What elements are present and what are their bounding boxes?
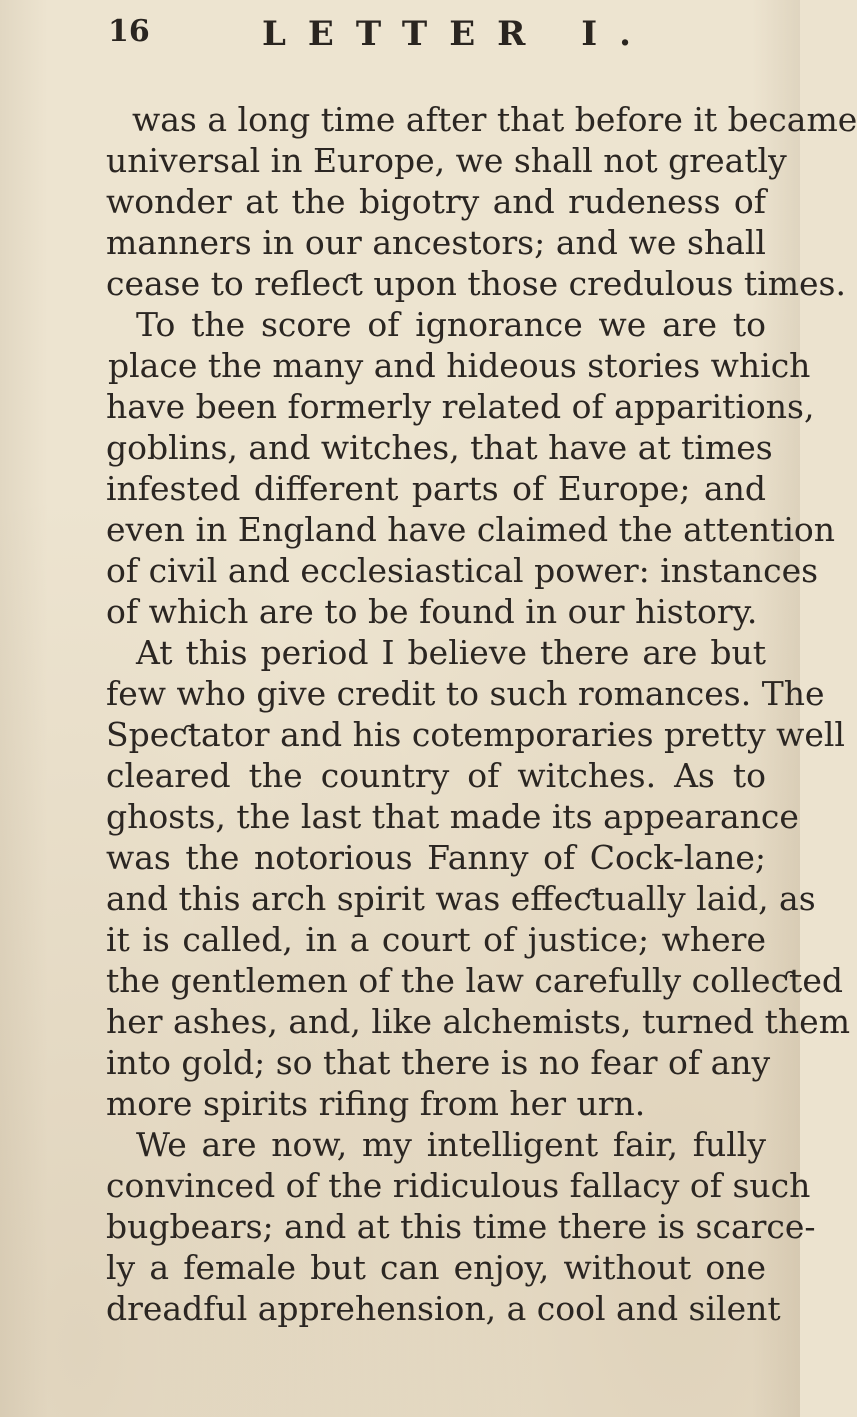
- text-line: Speƈtator and his cotemporaries pretty well: [106, 715, 845, 754]
- text-line: more spirits rifing from her urn.: [106, 1084, 646, 1123]
- text-line: her ashes, and, like alchemists, turned them: [106, 1002, 850, 1041]
- text-line: of civil and ecclesiastical power: instances: [106, 551, 819, 590]
- text-line: convinced of the ridiculous fallacy of such: [106, 1166, 811, 1205]
- text-line: and this arch spirit was effeƈtually laid, as: [106, 879, 816, 918]
- text-line: into gold; so that there is no fear of any: [106, 1043, 771, 1082]
- running-title: LETTER I.: [262, 14, 653, 54]
- text-line: bugbears; and at this time there is scarce-: [106, 1207, 816, 1246]
- text-line: even in England have claimed the attention: [106, 510, 836, 549]
- text-line: At this period I believe there are but: [136, 633, 766, 672]
- text-line: manners in our ancestors; and we shall: [106, 223, 766, 262]
- text-line: goblins, and witches, that have at times: [106, 428, 773, 467]
- text-line: To the score of ignorance we are to: [136, 305, 766, 344]
- text-line: it is called, in a court of justice; where: [106, 920, 766, 959]
- text-line: wonder at the bigotry and rudeness of: [106, 182, 766, 221]
- text-line: We are now, my intelligent fair, fully: [136, 1125, 766, 1164]
- text-line: place the many and hideous stories which: [108, 346, 811, 385]
- running-head: [0, 10, 800, 70]
- text-line: was the notorious Fanny of Cock-lane;: [106, 838, 766, 877]
- text-line: have been formerly related of apparitions,: [106, 387, 815, 426]
- text-line: of which are to be found in our history.: [106, 592, 758, 631]
- text-line: dreadful apprehension, a cool and silent: [106, 1289, 781, 1328]
- text-line: few who give credit to such romances. The: [106, 674, 825, 713]
- text-line: infested different parts of Europe; and: [106, 469, 766, 508]
- text-line: ghosts, the last that made its appearance: [106, 797, 799, 836]
- text-line: universal in Europe, we shall not greatly: [106, 141, 787, 180]
- text-line: ly a female but can enjoy, without one: [106, 1248, 766, 1287]
- text-line: cleared the country of witches. As to: [106, 756, 766, 795]
- text-line: was a long time after that before it became: [132, 100, 857, 139]
- page-number: 16: [108, 14, 150, 49]
- text-line: cease to refleƈt upon those credulous times.: [106, 264, 846, 303]
- text-line: the gentlemen of the law carefully colleƈted: [106, 961, 843, 1000]
